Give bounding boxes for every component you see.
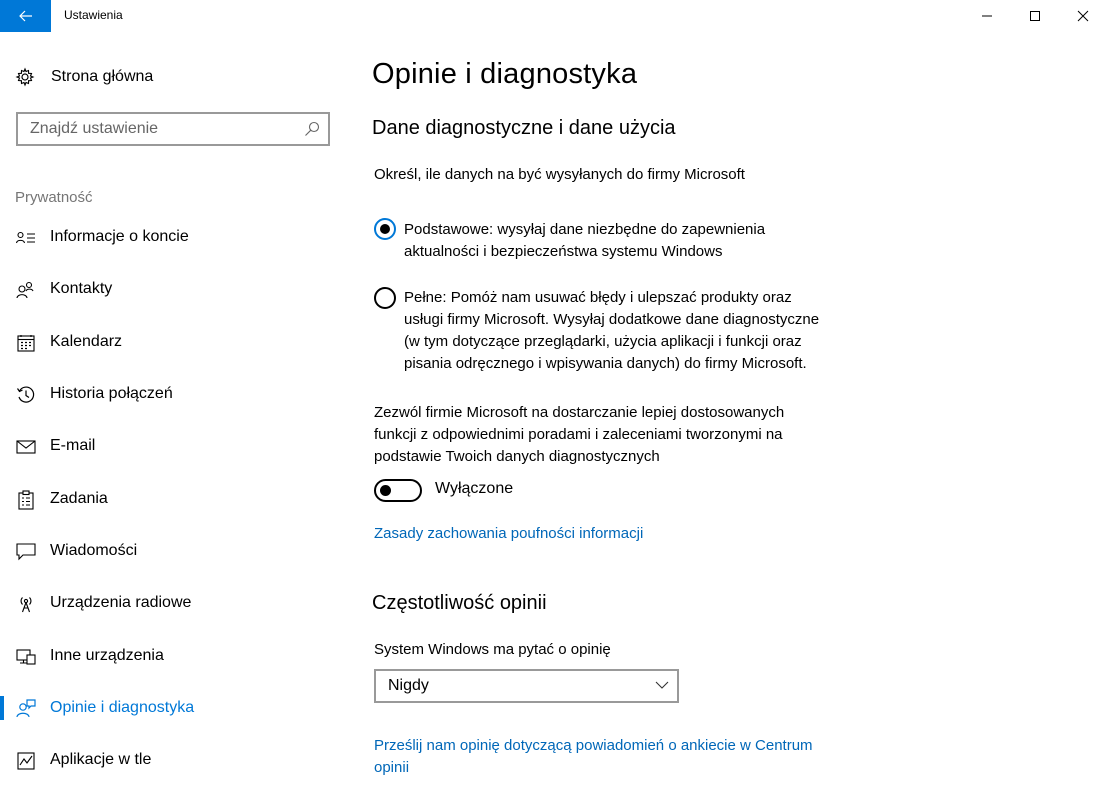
sidebar-item-other-devices[interactable] bbox=[0, 634, 350, 678]
sidebar-item-label: Aplikacje w tle bbox=[50, 751, 152, 768]
close-icon bbox=[1077, 10, 1089, 22]
section-label-privacy: Prywatność bbox=[15, 189, 93, 206]
tailored-experiences-text bbox=[374, 402, 784, 468]
radio-dot bbox=[380, 224, 390, 234]
devices-icon bbox=[16, 649, 36, 665]
history-icon bbox=[16, 385, 36, 405]
toggle-knob bbox=[380, 485, 391, 496]
tailored-line: podstawie Twoich danych diagnostycznych bbox=[374, 448, 660, 465]
radio-icon bbox=[18, 595, 34, 613]
radio-basic-line: Podstawowe: wysyłaj dane niezbędne do zapewnienia bbox=[404, 221, 766, 238]
search-icon bbox=[304, 121, 320, 137]
minimize-button[interactable] bbox=[964, 0, 1010, 32]
sidebar-item-label: Kalendarz bbox=[50, 333, 123, 350]
tailored-line: funkcji z odpowiednimi poradami i zaleceniami tworzonymi na bbox=[374, 426, 783, 443]
title-bar bbox=[0, 0, 1106, 32]
feedback-frequency-heading: Częstotliwość opinii bbox=[372, 592, 547, 614]
feedback-hub-link-line: Prześlij nam opinię dotyczącą powiadomień o ankiecie w Centrum bbox=[374, 737, 813, 754]
dropdown-value: Nigdy bbox=[388, 677, 429, 694]
radio-basic[interactable] bbox=[374, 218, 396, 240]
background-apps-icon bbox=[17, 752, 35, 770]
tailored-experiences-toggle[interactable] bbox=[374, 479, 422, 502]
contacts-icon bbox=[16, 281, 36, 299]
sidebar-item-label: Historia połączeń bbox=[50, 385, 173, 402]
radio-basic-label[interactable] bbox=[404, 219, 765, 263]
feedback-frequency-label: System Windows ma pytać o opinię bbox=[374, 641, 611, 658]
sidebar-item-label: E-mail bbox=[50, 437, 96, 454]
maximize-button[interactable] bbox=[1012, 0, 1058, 32]
messaging-icon bbox=[16, 543, 36, 561]
diagnostics-heading: Dane diagnostyczne i dane użycia bbox=[372, 117, 676, 139]
back-arrow-icon bbox=[19, 10, 33, 22]
app-title: Ustawienia bbox=[64, 8, 123, 22]
radio-full-label[interactable] bbox=[404, 287, 819, 375]
home-link[interactable] bbox=[15, 64, 153, 90]
sidebar-item-label: Kontakty bbox=[50, 280, 113, 297]
sidebar-item-radios[interactable] bbox=[0, 581, 350, 625]
sidebar-item-email[interactable] bbox=[0, 424, 350, 468]
sidebar-item-contacts[interactable] bbox=[0, 267, 350, 311]
feedback-hub-link-line: opinii bbox=[374, 759, 410, 776]
sidebar-item-call-history[interactable] bbox=[0, 372, 350, 416]
radio-full-line: pisania odręcznego i wpisywania danych) do firmy Microsoft. bbox=[404, 355, 807, 372]
sidebar-item-label: Informacje o koncie bbox=[50, 228, 189, 245]
page-title: Opinie i diagnostyka bbox=[372, 58, 638, 90]
sidebar-item-background-apps[interactable] bbox=[0, 738, 350, 782]
tasks-icon bbox=[18, 490, 34, 510]
radio-full-line: usługi firmy Microsoft. Wysyłaj dodatkowe dane diagnostyczne bbox=[404, 311, 820, 328]
tailored-line: Zezwól firmie Microsoft na dostarczanie lepiej dostosowanych bbox=[374, 404, 785, 421]
mail-icon bbox=[16, 440, 36, 454]
sidebar-item-account-info[interactable] bbox=[0, 215, 350, 259]
sidebar-item-feedback-diagnostics[interactable] bbox=[0, 686, 350, 730]
sidebar-item-label: Urządzenia radiowe bbox=[50, 594, 192, 611]
sidebar-item-tasks[interactable] bbox=[0, 477, 350, 521]
maximize-icon bbox=[1029, 10, 1041, 22]
radio-full-line: (w tym dotyczące przeglądarki, użycia aplikacji i funkcji oraz bbox=[404, 333, 802, 350]
sidebar-item-label: Wiadomości bbox=[50, 542, 138, 559]
radio-full-line: Pełne: Pomóż nam usuwać błędy i ulepszać produkty oraz bbox=[404, 289, 792, 306]
sidebar-item-calendar[interactable] bbox=[0, 320, 350, 364]
sidebar-item-label: Opinie i diagnostyka bbox=[50, 699, 195, 716]
toggle-state-label: Wyłączone bbox=[435, 480, 514, 497]
gear-icon bbox=[15, 67, 35, 87]
feedback-frequency-dropdown[interactable] bbox=[374, 669, 679, 703]
calendar-icon bbox=[17, 334, 35, 352]
back-button[interactable] bbox=[0, 0, 51, 32]
privacy-statement-link[interactable]: Zasady zachowania poufności informacji bbox=[374, 525, 644, 542]
diagnostics-description: Określ, ile danych na być wysyłanych do firmy Microsoft bbox=[374, 166, 745, 183]
sidebar-item-label: Inne urządzenia bbox=[50, 647, 164, 664]
active-indicator bbox=[0, 696, 4, 720]
chevron-down-icon bbox=[655, 680, 669, 690]
radio-full[interactable] bbox=[374, 287, 396, 309]
radio-basic-line: aktualności i bezpieczeństwa systemu Windows bbox=[404, 243, 723, 260]
minimize-icon bbox=[981, 10, 993, 22]
home-label: Strona główna bbox=[51, 68, 154, 85]
search-box[interactable] bbox=[16, 112, 330, 146]
search-input[interactable] bbox=[30, 120, 290, 138]
account-info-icon bbox=[16, 230, 36, 246]
close-button[interactable] bbox=[1060, 0, 1106, 32]
sidebar-item-messaging[interactable] bbox=[0, 529, 350, 573]
sidebar-item-label: Zadania bbox=[50, 490, 108, 507]
feedback-hub-link[interactable] bbox=[374, 735, 813, 779]
feedback-icon bbox=[16, 699, 36, 719]
